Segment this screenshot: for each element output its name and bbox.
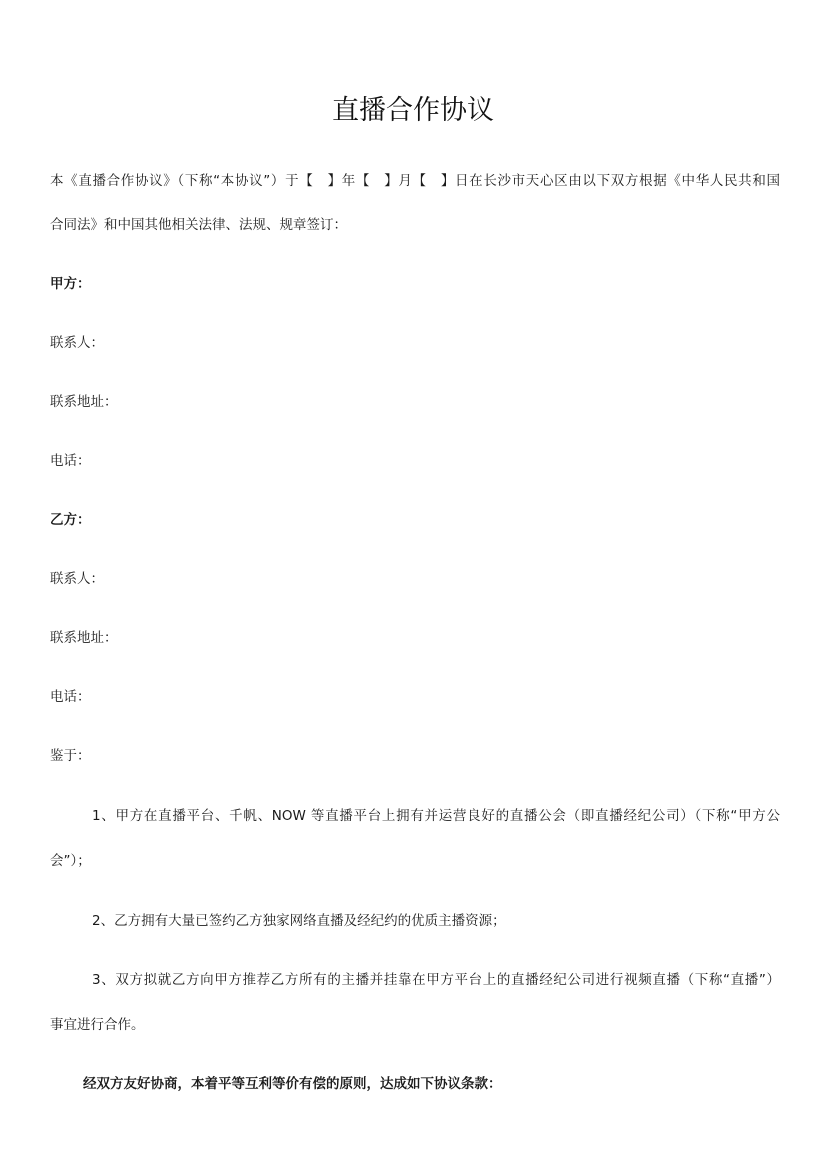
party-b-contact-label: 联系人： [50, 571, 104, 587]
party-a-heading: 甲方： [50, 276, 91, 292]
clause-3-line-2: 事宜进行合作。 [50, 1017, 145, 1033]
clause-1-line-2: 会”）； [50, 853, 91, 869]
whereas-label: 鉴于： [50, 748, 91, 764]
party-a-address-label: 联系地址： [50, 394, 118, 410]
party-a-phone-label: 电话： [50, 453, 91, 469]
party-b-phone-label: 电话： [50, 689, 91, 705]
document-title: 直播合作协议 [332, 95, 494, 126]
clause-1-line-1: 1、甲方在直播平台、千帆、NOW 等直播平台上拥有并运营良好的直播公会（即直播经纪公司）（下称“甲方公 [92, 808, 780, 824]
closing-statement: 经双方友好协商，本着平等互利等价有偿的原则，达成如下协议条款： [83, 1076, 502, 1092]
clause-3-line-1: 3、双方拟就乙方向甲方推荐乙方所有的主播并挂靠在甲方平台上的直播经纪公司进行视频直播（下称“直播”） [92, 972, 780, 988]
party-b-address-label: 联系地址： [50, 630, 118, 646]
party-b-heading: 乙方： [50, 512, 91, 528]
party-a-contact-label: 联系人： [50, 335, 104, 351]
intro-line-1: 本《直播合作协议》（下称“本协议”）于【 】年【 】月【 】日在长沙市天心区由以下双方根据《中华人民共和国 [50, 173, 780, 189]
clause-2-line-1: 2、乙方拥有大量已签约乙方独家网络直播及经纪约的优质主播资源； [92, 913, 506, 929]
intro-line-2: 合同法》和中国其他相关法律、法规、规章签订： [50, 217, 347, 233]
